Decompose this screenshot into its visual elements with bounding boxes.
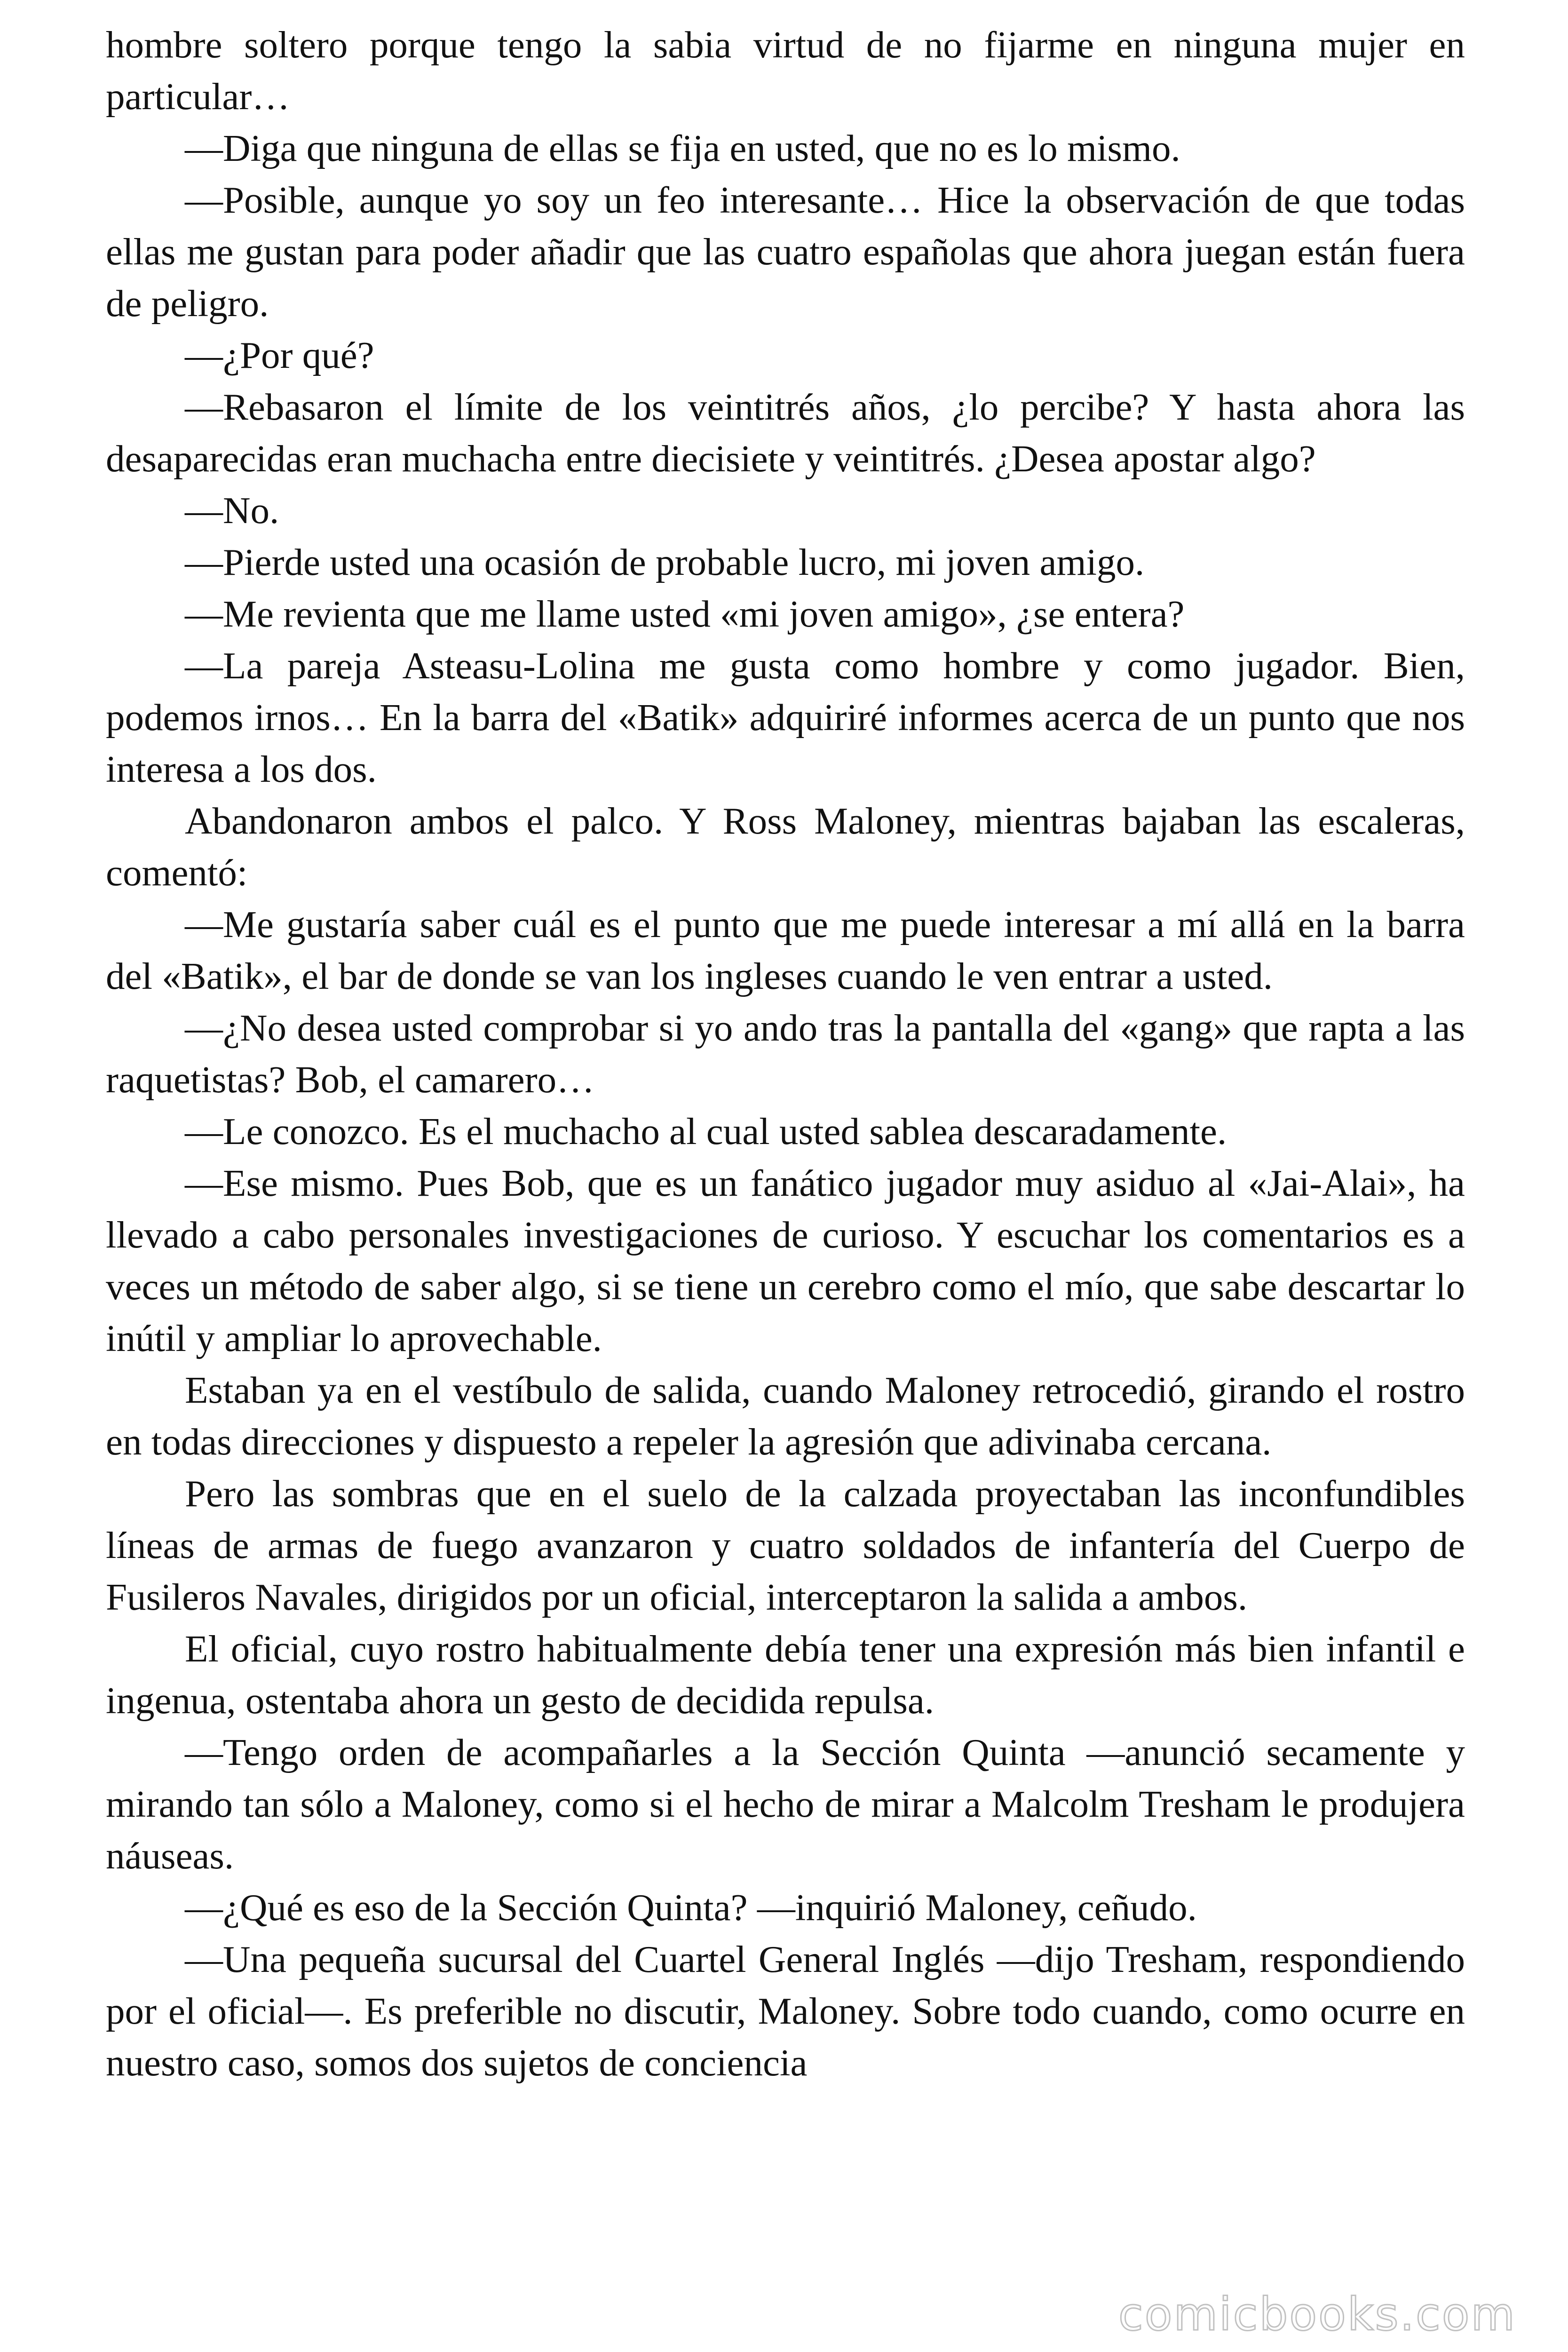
paragraph-11: —Me gustaría saber cuál es el punto que me puede interesar a mí allá en la barra del «Batik», el bar de donde se van los ingleses cuando le ven entrar a usted. bbox=[106, 903, 1465, 997]
paragraph-15: Estaban ya en el vestíbulo de salida, cuando Maloney retrocedió, girando el rostro en todas direcciones y dispuesto a repeler la agresión que adivinaba cercana. bbox=[106, 1369, 1465, 1463]
paragraph-8: —Me revienta que me llame usted «mi joven amigo», ¿se entera? bbox=[185, 593, 1185, 635]
paragraph-18: —Tengo orden de acompañarles a la Sección Quinta —anunció secamente y mirando tan sólo a Maloney, como si el hecho de mirar a Malcolm Tresham le produjera náuseas. bbox=[106, 1731, 1465, 1877]
paragraph-7: —Pierde usted una ocasión de probable lucro, mi joven amigo. bbox=[185, 541, 1145, 583]
paragraph-5: —Rebasaron el límite de los veintitrés años, ¿lo percibe? Y hasta ahora las desaparecidas eran muchacha entre diecisiete y veintitrés. ¿Desea apostar algo? bbox=[106, 386, 1465, 480]
paragraph-10: Abandonaron ambos el palco. Y Ross Maloney, mientras bajaban las escaleras, comentó: bbox=[106, 800, 1465, 894]
paragraph-16: Pero las sombras que en el suelo de la calzada proyectaban las inconfundibles líneas de armas de fuego avanzaron y cuatro soldados de infantería del Cuerpo de Fusileros Navales, dirigidos por un oficial, interceptaron la salida a ambos. bbox=[106, 1472, 1465, 1618]
paragraph-13: —Le conozco. Es el muchacho al cual usted sablea descaradamente. bbox=[185, 1110, 1227, 1152]
paragraph-4: —¿Por qué? bbox=[185, 334, 374, 376]
paragraph-9: —La pareja Asteasu-Lolina me gusta como hombre y como jugador. Bien, podemos irnos… En la barra del «Batik» adquiriré informes acerca de un punto que nos interesa a los dos. bbox=[106, 644, 1465, 790]
paragraph-19: —¿Qué es eso de la Sección Quinta? —inquirió Maloney, ceñudo. bbox=[185, 1886, 1197, 1929]
paragraph-20: —Una pequeña sucursal del Cuartel General Inglés —dijo Tresham, respondiendo por el oficial—. Es preferible no discutir, Maloney. Sobre todo cuando, como ocurre en nuestro caso, somos dos sujetos de conciencia bbox=[106, 1938, 1465, 2084]
paragraph-14: —Ese mismo. Pues Bob, que es un fanático jugador muy asiduo al «Jai-Alai», ha llevado a cabo personales investigaciones de curioso. Y escuchar los comentarios es a veces un método de saber algo, si se tiene un cerebro como el mío, que sabe descartar lo inútil y ampliar lo aprovechable. bbox=[106, 1162, 1465, 1359]
watermark: comicbooks.com bbox=[1118, 2288, 1516, 2341]
paragraph-6: —No. bbox=[185, 489, 279, 532]
paragraph-12: —¿No desea usted comprobar si yo ando tras la pantalla del «gang» que rapta a las raquetistas? Bob, el camarero… bbox=[106, 1007, 1465, 1101]
paragraph-2: —Diga que ninguna de ellas se fija en usted, que no es lo mismo. bbox=[185, 127, 1180, 169]
paragraph-3: —Posible, aunque yo soy un feo interesante… Hice la observación de que todas ellas me gustan para poder añadir que las cuatro españolas que ahora juegan están fuera de peligro. bbox=[106, 179, 1465, 325]
paragraph-17: El oficial, cuyo rostro habitualmente debía tener una expresión más bien infantil e ingenua, ostentaba ahora un gesto de decidida repulsa. bbox=[106, 1628, 1465, 1722]
paragraph-1: hombre soltero porque tengo la sabia virtud de no fijarme en ninguna mujer en particular… bbox=[106, 24, 1465, 118]
page-body bbox=[106, 19, 1465, 2089]
